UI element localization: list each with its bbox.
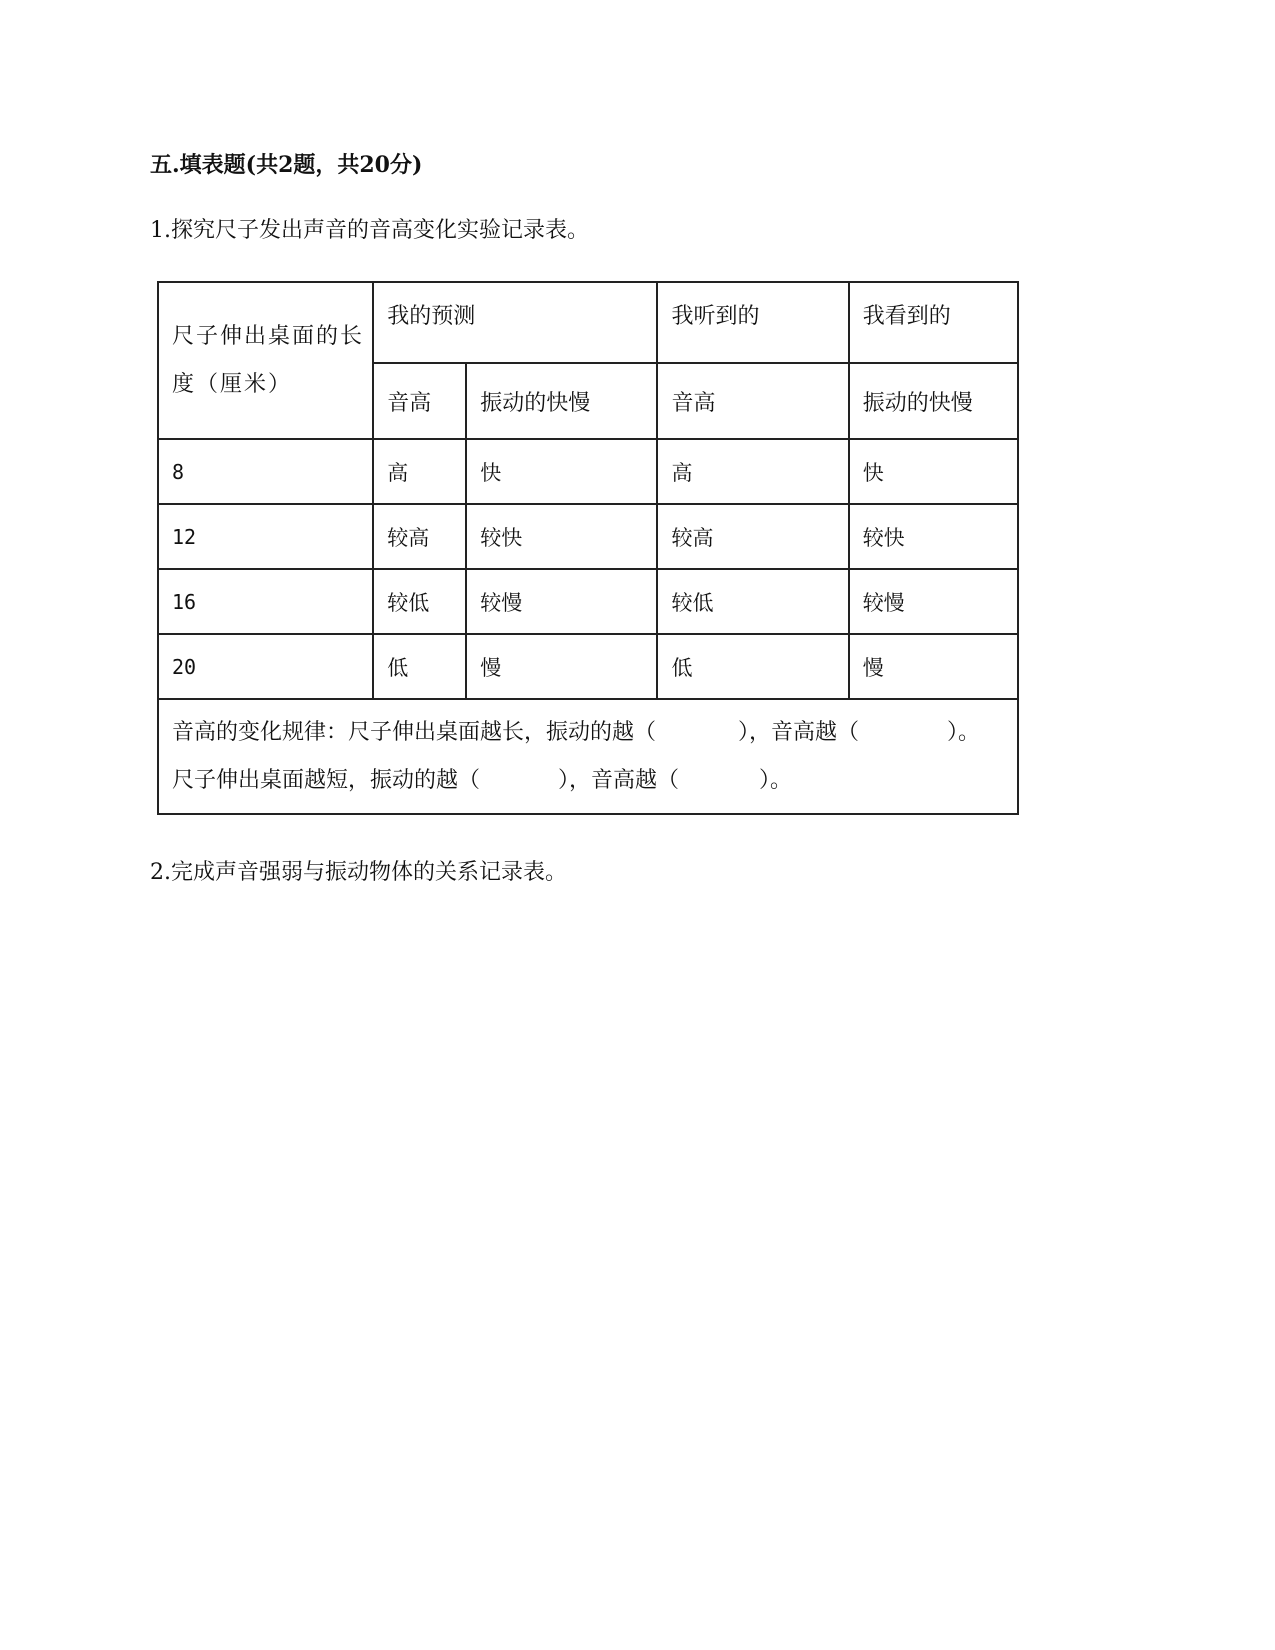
rule-row	[158, 699, 1018, 814]
length-cell: 16	[158, 569, 373, 634]
length-header-cell: 尺子伸出桌面的长度（厘米）	[158, 282, 373, 439]
heard-pitch-cell: 高	[657, 439, 848, 504]
seen-group-header: 我看到的	[849, 282, 1018, 363]
pred-pitch-cell: 较低	[373, 569, 466, 634]
rule-line-1-part-c: ）。	[947, 719, 981, 745]
table-row	[158, 569, 1018, 634]
rule-line-1-part-a: 音高的变化规律：尺子伸出桌面越长，振动的越（	[172, 719, 657, 745]
table-row	[158, 634, 1018, 699]
table-row	[158, 504, 1018, 569]
pred-pitch-cell: 较高	[373, 504, 466, 569]
question-1-text: 1.探究尺子发出声音的音高变化实验记录表。	[150, 218, 589, 243]
heard-pitch-cell: 较低	[657, 569, 848, 634]
seen-speed-cell: 较快	[849, 504, 1018, 569]
rule-line-2-part-c: ）。	[759, 767, 793, 793]
pred-speed-cell: 较慢	[466, 569, 657, 634]
pitch-record-table	[157, 281, 1019, 815]
heard-group-header: 我听到的	[657, 282, 848, 363]
pred-speed-cell: 较快	[466, 504, 657, 569]
heard-pitch-cell: 低	[657, 634, 848, 699]
length-cell: 12	[158, 504, 373, 569]
pred-speed-cell: 慢	[466, 634, 657, 699]
prediction-group-header: 我的预测	[373, 282, 657, 363]
rule-line-1	[172, 709, 1017, 757]
table-header-row	[158, 282, 1018, 363]
seen-speed-cell: 慢	[849, 634, 1018, 699]
section-title: 五.填表题(共2题，共20分)	[150, 152, 423, 178]
pred-speed-subheader: 振动的快慢	[466, 363, 657, 439]
heard-pitch-cell: 较高	[657, 504, 848, 569]
table-row	[158, 439, 1018, 504]
seen-speed-cell: 较慢	[849, 569, 1018, 634]
pred-speed-cell: 快	[466, 439, 657, 504]
pred-pitch-subheader: 音高	[373, 363, 466, 439]
pitch-rule-cell	[158, 699, 1018, 814]
rule-line-2-part-a: 尺子伸出桌面越短，振动的越（	[172, 767, 481, 793]
seen-speed-cell: 快	[849, 439, 1018, 504]
rule-line-1-part-b: ），音高越（	[738, 719, 860, 745]
rule-line-2	[172, 757, 1017, 805]
length-cell: 20	[158, 634, 373, 699]
seen-speed-subheader: 振动的快慢	[849, 363, 1018, 439]
pred-pitch-cell: 低	[373, 634, 466, 699]
length-cell: 8	[158, 439, 373, 504]
rule-line-2-part-b: ），音高越（	[558, 767, 680, 793]
heard-pitch-subheader: 音高	[657, 363, 848, 439]
pred-pitch-cell: 高	[373, 439, 466, 504]
question-2-text: 2.完成声音强弱与振动物体的关系记录表。	[150, 860, 567, 885]
